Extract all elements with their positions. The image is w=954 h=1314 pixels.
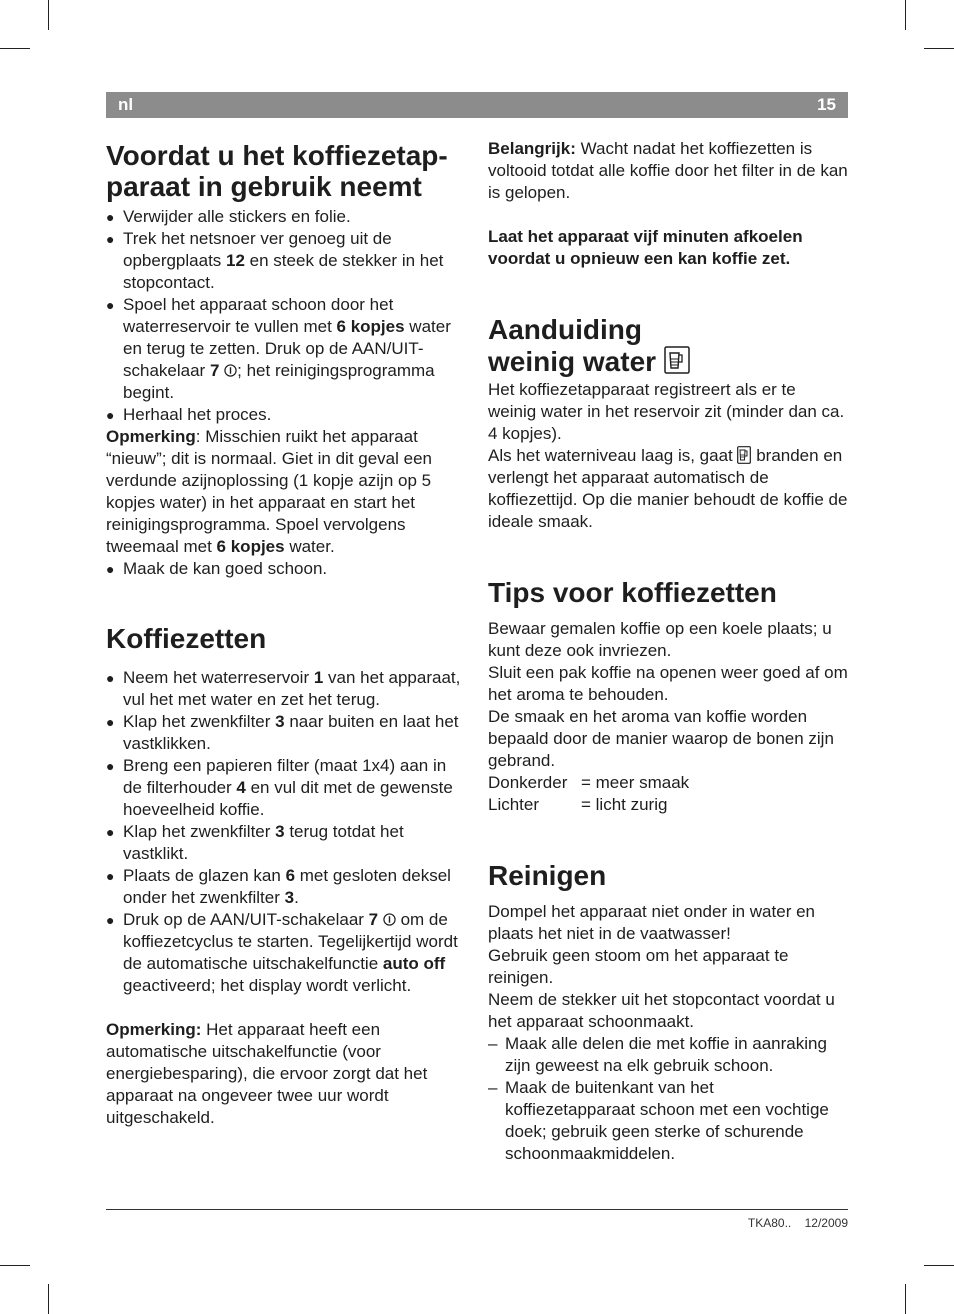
section-title-brewing: Koffiezetten [106,623,267,654]
cooldown-warning: Laat het apparaat vijf minuten afkoelen voordat u opnieuw een kan koffie zet. [488,227,803,268]
list-item: ● Klap het zwenkfilter 3 terug totdat het vastklikt. [106,821,466,865]
section-title-before-use [106,140,466,202]
low-water-p1: Het koffiezetapparaat registreert als er te weinig water in het reservoir zit (minder dan ca. 4 kopjes). [488,380,845,443]
low-water-icon [664,346,690,374]
before-use-list [106,206,466,426]
list-item: ● Neem het waterreservoir 1 van het apparaat, vul het met water en zet het terug. [106,667,466,711]
crop-mark [48,0,49,30]
roast-value: = meer smaak [581,773,690,792]
title-line: weinig water [488,346,657,377]
roast-row [488,772,848,794]
crop-mark [48,1284,49,1314]
footer-divider [106,1209,848,1210]
left-column [106,138,466,1129]
section-title-cleaning: Reinigen [488,860,607,891]
list-item: ● Druk op de AAN/UIT-schakelaar 7 om de koffiezetcyclus te starten. Tegelijkertijd wordt de automatische uitschakelfunctie auto off geactiveerd; het display wordt verlicht. [106,909,466,997]
tips-p1: Bewaar gemalen koffie op een koele plaats; u kunt deze ook invriezen. [488,619,832,660]
crop-mark [0,48,30,49]
tips-p3: De smaak en het aroma van koffie worden bepaald door de manier waarop de bonen zijn gebrand. [488,707,834,770]
low-water-p2: Als het waterniveau laag is, gaat branden en verlengt het apparaat automatisch de koffiezettijd. Op die manier behoudt de koffie de ideale smaak. [488,446,848,531]
crop-mark [905,0,906,30]
section-title-low-water [488,314,848,378]
crop-mark [924,1265,954,1266]
list-item: ● Spoel het apparaat schoon door het waterreservoir te vullen met 6 kopjes water en terug te zetten. Druk op de AAN/UIT-schakelaar 7 ; het reinigingsprogramma begint. [106,294,466,404]
note-paragraph: Opmerking: Misschien ruikt het apparaat “nieuw”; dit is normaal. Giet in dit geval een verdunde azijnoplossing (1 kopje azijn op 5 kopjes water) in het apparaat en start het reinigingsprogramma. Spoel vervolgens tweemaal met 6 kopjes water. [106,427,432,556]
before-use-list-end [106,558,466,580]
list-item: ● Trek het netsnoer ver genoeg uit de opbergplaats 12 en steek de stekker in het stopcontact. [106,228,466,294]
brewing-list [106,667,466,997]
roast-label: Lichter [488,795,540,814]
page-header-bar [106,92,848,118]
model-number: TKA80.. [747,1216,792,1230]
page-footer [738,1216,848,1230]
list-item: – Maak de buitenkant van het koffiezetapparaat schoon met een vochtige doek; gebruik geen sterke of schurende schoonmaakmiddelen. [488,1077,848,1165]
cleaning-p1: Dompel het apparaat niet onder in water en plaats het niet in de vaatwasser! [488,902,815,943]
list-item: ● Klap het zwenkfilter 3 naar buiten en laat het vastklikken. [106,711,466,755]
roast-row [488,794,848,816]
roast-label: Donkerder [488,773,568,792]
crop-mark [0,1265,30,1266]
low-water-icon [737,446,751,464]
title-line: Aanduiding [488,314,642,345]
title-line: paraat in gebruik neemt [106,171,422,202]
title-line: Voordat u het koffiezetap- [106,140,448,171]
cleaning-list [488,1033,848,1165]
list-item: ● Herhaal het proces. [106,404,466,426]
page-number: 15 [817,95,836,114]
crop-mark [905,1284,906,1314]
print-date: 12/2009 [804,1216,848,1230]
right-column [488,138,848,1165]
cleaning-p2: Gebruik geen stoom om het apparaat te reinigen. [488,946,789,987]
tips-p2: Sluit een pak koffie na openen weer goed af om het aroma te behouden. [488,663,848,704]
list-item: ● Plaats de glazen kan 6 met gesloten deksel onder het zwenkfilter 3. [106,865,466,909]
cleaning-p3: Neem de stekker uit het stopcontact voordat u het apparaat schoonmaakt. [488,990,835,1031]
crop-mark [924,48,954,49]
roast-value: = licht zurig [581,795,668,814]
language-code: nl [118,95,134,114]
list-item: – Maak alle delen die met koffie in aanraking zijn geweest na elk gebruik schoon. [488,1033,848,1077]
brewing-note: Opmerking: Het apparaat heeft een automatische uitschakelfunctie (voor energiebesparing), die ervoor zorgt dat het apparaat na ongeveer twee uur wordt uitgeschakeld. [106,1020,428,1127]
list-item: ● Maak de kan goed schoon. [106,558,466,580]
power-icon [383,913,396,926]
power-icon [224,364,237,377]
list-item: ● Breng een papieren filter (maat 1x4) aan in de filterhouder 4 en vul dit met de gewenste hoeveelheid koffie. [106,755,466,821]
important-paragraph: Belangrijk: Wacht nadat het koffiezetten is voltooid totdat alle koffie door het filter in de kan is gelopen. [488,139,848,202]
list-item: ● Verwijder alle stickers en folie. [106,206,466,228]
section-title-tips: Tips voor koffiezetten [488,577,777,608]
